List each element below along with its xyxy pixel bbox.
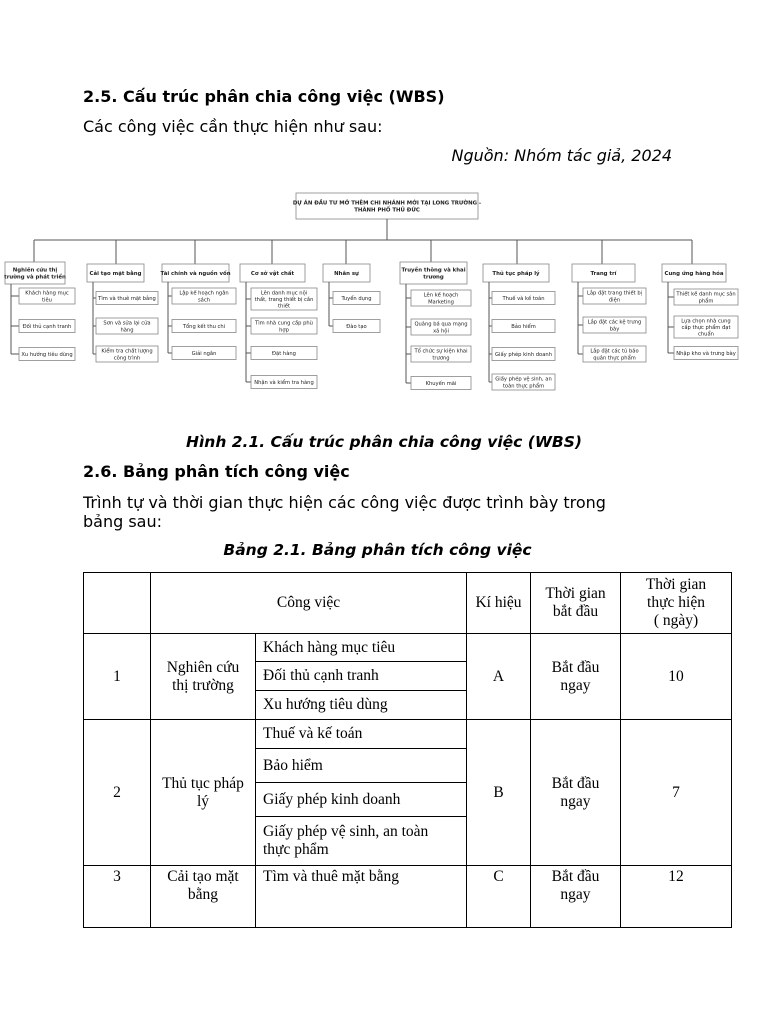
wbs-leaf-label: điện (608, 297, 621, 304)
wbs-branch-label: Thủ tục pháp lý (492, 271, 540, 277)
wbs-leaf-label: Xu hướng tiêu dùng (21, 352, 73, 358)
row-duration: 10 (621, 634, 732, 720)
subtask-cell: Bảo hiểm (256, 749, 467, 783)
section-2-6-intro (83, 493, 606, 531)
subtask-cell: Thuế và kế toán (256, 720, 467, 749)
wbs-branch-label: trường và phát triển (4, 274, 66, 281)
wbs-leaf-label: hợp (279, 327, 289, 334)
table-row (84, 866, 732, 928)
row-duration: 12 (621, 866, 732, 928)
wbs-leaf-label: xã hội (433, 328, 449, 335)
wbs-branch-label: Tài chính và nguồn vốn (160, 271, 231, 277)
wbs-branch-label: Cung ứng hàng hóa (664, 271, 724, 277)
row-symbol: A (467, 634, 531, 720)
subtask-cell: Đối thủ cạnh tranh (256, 662, 467, 691)
wbs-leaf-label: Lắp đặt các kệ trưng (587, 319, 642, 326)
header-task: Công việc (151, 573, 467, 634)
header-symbol: Kí hiệu (467, 573, 531, 634)
wbs-leaf-label: Lắp đặt trang thiết bị (586, 290, 643, 297)
section-2-6-title: 2.6. Bảng phân tích công việc (83, 462, 350, 481)
wbs-leaf-label: Nhập kho và trưng bày (676, 351, 736, 357)
wbs-leaf-label: Lập kế hoạch ngân (179, 290, 229, 297)
table-row (84, 720, 732, 749)
row-task (151, 720, 256, 866)
wbs-leaf-label: Kiểm tra chất lượng (101, 348, 153, 355)
start-line: ngay (560, 886, 591, 903)
figure-source: Nguồn: Nhóm tác giả, 2024 (451, 146, 672, 165)
task-line: bằng (187, 886, 219, 903)
wbs-leaf-label: Nhận và kiểm tra hàng (254, 380, 314, 386)
subtask-cell: Khách hàng mục tiêu (256, 634, 467, 662)
task-line: lý (196, 792, 210, 810)
table-caption: Bảng 2.1. Bảng phân tích công việc (223, 541, 532, 559)
wbs-leaf-label: bày (609, 326, 620, 333)
task-line: Nghiên cứu (166, 658, 240, 676)
subtask-cell: Tìm và thuê mặt bằng (256, 866, 467, 928)
wbs-leaf-label: Giấy phép kinh doanh (495, 352, 552, 358)
row-duration: 7 (621, 720, 732, 866)
row-no: 1 (84, 634, 151, 720)
wbs-leaf-label: Bảo hiểm (511, 324, 536, 330)
header-start-line: bắt đầu (552, 603, 599, 620)
wbs-leaf-label: Tìm và thuê mặt bằng (98, 296, 156, 302)
header-start-line: Thời gian (545, 585, 606, 602)
wbs-diagram (0, 188, 768, 398)
header-duration-line: ( ngày) (653, 612, 699, 629)
intro-line-1: Trình tự và thời gian thực hiện các công việc được trình bày trong (83, 493, 606, 512)
wbs-leaf-label: Lắp đặt các tủ bảo (590, 348, 639, 355)
start-line: Bắt đầu (551, 774, 600, 792)
row-start (531, 720, 621, 866)
task-line: thị trường (172, 676, 234, 694)
row-no: 3 (84, 866, 151, 928)
wbs-leaf-label: Đặt hàng (272, 351, 296, 357)
wbs-leaf-label: thất, trang thiết bị cần (254, 297, 314, 303)
start-line: Bắt đầu (551, 868, 600, 885)
intro-line-2: bảng sau: (83, 512, 163, 531)
wbs-leaf-label: Quảng bá qua mạng (414, 321, 468, 328)
wbs-leaf-label: tiêu (42, 297, 52, 304)
wbs-leaf-label: Giấy phép vệ sinh, an (495, 376, 552, 383)
header-start (531, 573, 621, 634)
wbs-leaf-label: Khách hàng mục (25, 290, 69, 297)
start-line: Bắt đầu (551, 658, 600, 676)
wbs-leaf-label: quản thực phẩm (593, 355, 636, 362)
wbs-leaf-label: chuẩn (698, 331, 714, 338)
wbs-branch-label: Nghiên cứu thị (12, 267, 58, 274)
row-no: 2 (84, 720, 151, 866)
wbs-branch-label: Truyền thông và khai (401, 267, 466, 274)
subtask-cell: Xu hướng tiêu dùng (256, 691, 467, 720)
subtask-line: thực phẩm (263, 841, 329, 858)
wbs-branch-label: Nhân sự (334, 271, 359, 277)
wbs-leaf-label: thiết (278, 303, 290, 310)
task-line: Cải tạo mặt (167, 868, 239, 885)
row-symbol: C (467, 866, 531, 928)
subtask-cell (256, 817, 467, 866)
wbs-leaf-label: Giải ngân (191, 351, 217, 357)
work-analysis-table (83, 572, 732, 928)
wbs-branch-label: Trang trí (590, 271, 617, 277)
table-row (84, 634, 732, 662)
wbs-leaf-label: Lựa chọn nhà cung (681, 318, 731, 325)
start-line: ngay (560, 676, 591, 694)
wbs-leaf-label: Tuyển dụng (341, 296, 372, 302)
wbs-leaf-label: Sơn và sửa lại cửa (103, 320, 151, 327)
wbs-leaf-label: phẩm (698, 298, 714, 305)
subtask-cell: Giấy phép kinh doanh (256, 783, 467, 817)
start-line: ngay (560, 792, 591, 810)
wbs-leaf-label: Tìm nhà cung cấp phù (255, 320, 313, 327)
row-symbol: B (467, 720, 531, 866)
header-duration-line: Thời gian (645, 576, 707, 593)
subtask-line: Giấy phép vệ sinh, an toàn (263, 823, 429, 840)
header-duration (621, 573, 732, 634)
table-header-row (84, 573, 732, 634)
wbs-leaf-label: Tổ chức sự kiện khai (414, 348, 468, 355)
wbs-branch-label: Cải tạo mặt bằng (89, 271, 142, 277)
row-task (151, 866, 256, 928)
figure-caption: Hình 2.1. Cấu trúc phân chia công việc (WBS) (186, 433, 582, 451)
section-2-5-intro: Các công việc cần thực hiện như sau: (83, 117, 383, 136)
header-no (84, 573, 151, 634)
wbs-leaf-label: Khuyến mãi (425, 381, 457, 387)
wbs-leaf-label: Marketing (428, 299, 454, 306)
task-line: Thủ tục pháp (162, 774, 244, 792)
wbs-leaf-label: cấp thực phẩm đạt (681, 325, 731, 331)
wbs-root-label: DỰ ÁN ĐẦU TƯ MỞ THÊM CHI NHÁNH MỚI TẠI LONG TRƯỜNG - (292, 200, 482, 207)
wbs-leaf-label: Tổng kết thu chi (182, 324, 226, 330)
wbs-leaf-label: Lên danh mục nội (260, 290, 308, 297)
wbs-leaf-label: Thiết kế danh mục sản (676, 291, 736, 298)
wbs-branch-label: Cơ sở vật chất (250, 271, 295, 277)
wbs-leaf-label: công trình (113, 355, 141, 362)
row-start (531, 866, 621, 928)
wbs-leaf-label: Lên kế hoạch (423, 292, 459, 299)
row-start (531, 634, 621, 720)
wbs-leaf-label: hàng (120, 327, 134, 334)
wbs-branch-label: trương (423, 274, 444, 281)
row-task (151, 634, 256, 720)
section-2-5-title: 2.5. Cấu trúc phân chia công việc (WBS) (83, 87, 445, 106)
wbs-leaf-label: Đối thủ cạnh tranh (22, 324, 72, 330)
wbs-leaf-label: Đào tạo (346, 324, 367, 330)
wbs-leaf-label: toàn thực phẩm (502, 383, 545, 390)
wbs-leaf-label: Thuế và kế toán (502, 296, 545, 302)
wbs-leaf-label: sách (197, 297, 211, 304)
wbs-root-label: THÀNH PHỐ THỦ ĐỨC (354, 207, 420, 214)
header-duration-line: thực hiện (647, 594, 705, 611)
wbs-leaf-label: trương (432, 355, 450, 362)
